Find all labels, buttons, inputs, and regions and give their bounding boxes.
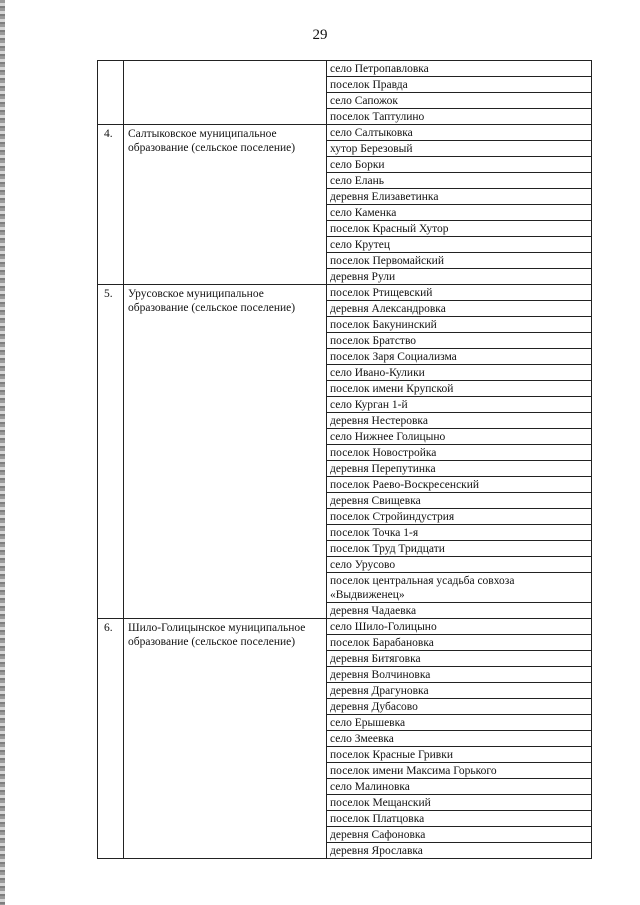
settlement-name: деревня Нестеровка <box>327 413 592 429</box>
scan-edge <box>0 0 5 905</box>
settlement-name: село Сапожок <box>327 93 592 109</box>
settlement-name: поселок Точка 1-я <box>327 525 592 541</box>
settlement-name: деревня Волчиновка <box>327 667 592 683</box>
municipality-number: 6. <box>98 619 124 859</box>
settlement-name: деревня Сафоновка <box>327 827 592 843</box>
settlement-name: поселок имени Крупской <box>327 381 592 397</box>
settlement-name: поселок Первомайский <box>327 253 592 269</box>
municipality-name: Урусовское муниципальное образование (сельское поселение) <box>124 285 327 619</box>
municipality-name <box>124 61 327 125</box>
municipality-number: 5. <box>98 285 124 619</box>
settlement-name: поселок Мещанский <box>327 795 592 811</box>
settlement-name: село Борки <box>327 157 592 173</box>
settlement-name: поселок имени Максима Горького <box>327 763 592 779</box>
settlement-name: поселок Братство <box>327 333 592 349</box>
settlement-name: село Салтыковка <box>327 125 592 141</box>
settlement-name: поселок Таптулино <box>327 109 592 125</box>
settlement-name: поселок Труд Тридцати <box>327 541 592 557</box>
municipality-number: 4. <box>98 125 124 285</box>
settlement-name: село Петропавловка <box>327 61 592 77</box>
table-row <box>98 285 592 301</box>
settlement-name: деревня Дубасово <box>327 699 592 715</box>
settlement-name: поселок Новостройка <box>327 445 592 461</box>
table-row <box>98 61 592 77</box>
settlement-name: поселок Заря Социализма <box>327 349 592 365</box>
municipality-number <box>98 61 124 125</box>
settlement-name: село Нижнее Голицыно <box>327 429 592 445</box>
settlement-name: поселок Правда <box>327 77 592 93</box>
settlement-name: село Ерышевка <box>327 715 592 731</box>
settlement-name: село Урусово <box>327 557 592 573</box>
settlement-name: село Малиновка <box>327 779 592 795</box>
settlement-name: деревня Ярославка <box>327 843 592 859</box>
settlement-name: деревня Драгуновка <box>327 683 592 699</box>
settlement-name: поселок центральная усадьба совхоза «Выдвиженец» <box>327 573 592 603</box>
settlement-name: поселок Ртищевский <box>327 285 592 301</box>
settlement-name: деревня Елизаветинка <box>327 189 592 205</box>
settlement-name: поселок Барабановка <box>327 635 592 651</box>
settlement-name: село Шило-Голицыно <box>327 619 592 635</box>
settlement-name: деревня Битяговка <box>327 651 592 667</box>
municipal-settlements-table <box>97 60 592 859</box>
settlement-name: поселок Красный Хутор <box>327 221 592 237</box>
page-number: 29 <box>312 27 328 43</box>
municipality-name: Салтыковское муниципальное образование (сельское поселение) <box>124 125 327 285</box>
municipality-name: Шило-Голицынское муниципальное образование (сельское поселение) <box>124 619 327 859</box>
settlement-name: поселок Красные Гривки <box>327 747 592 763</box>
settlement-name: деревня Свищевка <box>327 493 592 509</box>
settlement-name: поселок Раево-Воскресенский <box>327 477 592 493</box>
settlement-name: село Каменка <box>327 205 592 221</box>
settlement-name: село Змеевка <box>327 731 592 747</box>
settlement-name: село Крутец <box>327 237 592 253</box>
settlement-name: деревня Перепутинка <box>327 461 592 477</box>
settlement-name: село Ивано-Кулики <box>327 365 592 381</box>
table-row <box>98 619 592 635</box>
settlement-name: поселок Бакунинский <box>327 317 592 333</box>
settlement-name: деревня Александровка <box>327 301 592 317</box>
settlement-name: село Елань <box>327 173 592 189</box>
settlement-name: хутор Березовый <box>327 141 592 157</box>
settlement-name: поселок Стройиндустрия <box>327 509 592 525</box>
settlement-name: село Курган 1-й <box>327 397 592 413</box>
table-row <box>98 125 592 141</box>
settlement-name: поселок Платцовка <box>327 811 592 827</box>
settlement-name: деревня Чадаевка <box>327 603 592 619</box>
settlement-name: деревня Рули <box>327 269 592 285</box>
